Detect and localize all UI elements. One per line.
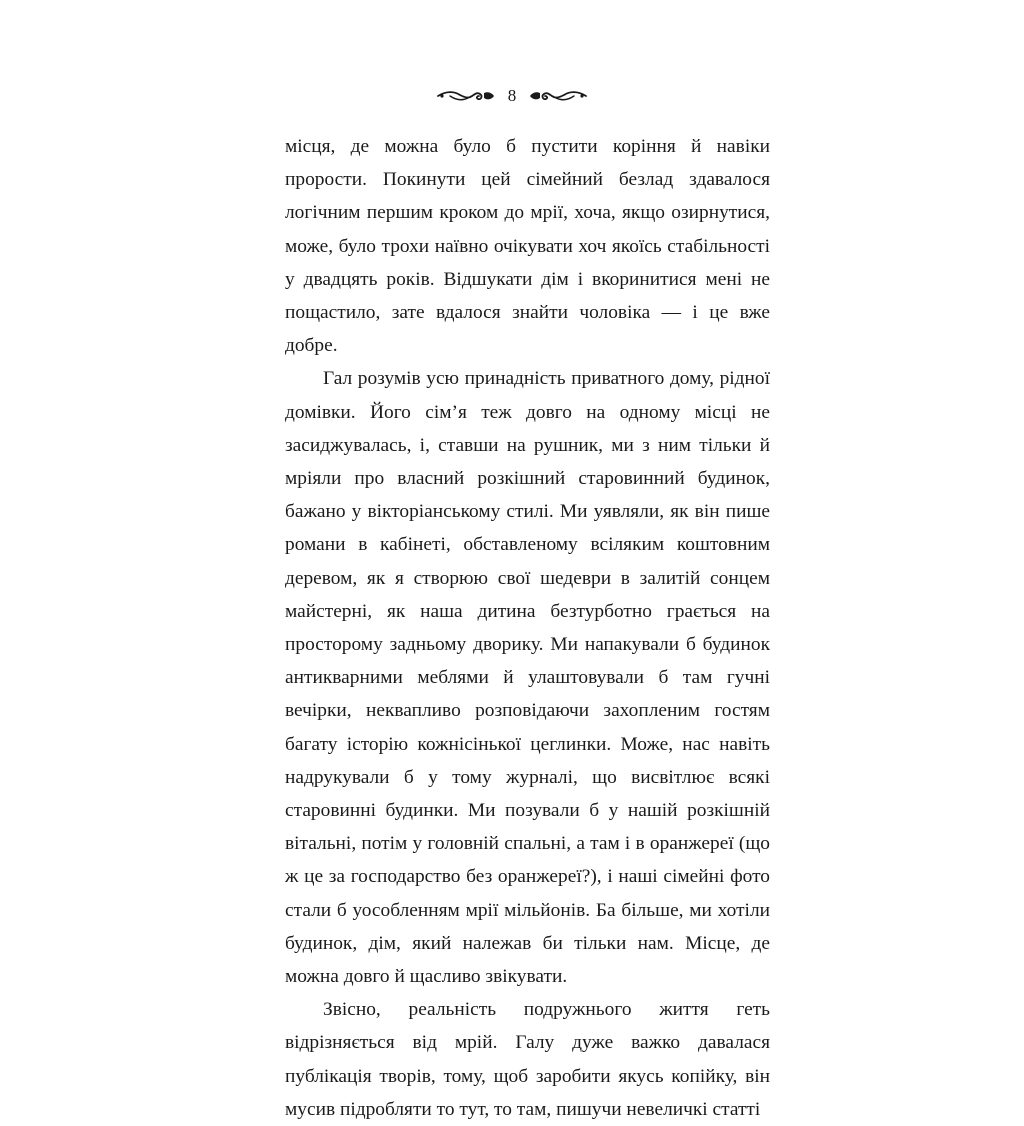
- page-number: 8: [507, 86, 517, 105]
- paragraph-continued: місця, де можна було б пустити коріння й навіки прорости. Покинути цей сімейний безлад здавалося логічним першим кроком до мрії, хоча, якщо озирнутися, може, було трохи наївно очікувати хоч якоїсь стабільності у двадцять років. Відшукати дім і вкоринитися мені не пощастило, зате вдалося знайти чоловіка — і це вже добре.: [285, 136, 770, 357]
- running-head: [0, 84, 1024, 108]
- paragraph: Звісно, реальність подружнього життя геть відрізняється від мрій. Галу дуже важко давалася публікація творів, тому, щоб заробити якусь копійку, він мусив підробляти то тут, то там, пишучи невеличкі статті: [285, 999, 770, 1120]
- paragraph: Гал розумів усю принадність приватного дому, рідної домівки. Його сім’я теж довго на одному місці не засиджувалась, і, ставши на рушник, ми з ним тільки й мріяли про власний розкішний старовинний будинок, бажано у вікторіанському стилі. Ми уявляли, як він пише романи в кабінеті, обставленому всіляким коштовним деревом, як я створюю свої шедеври в залитій сонцем майстерні, як наша дитина безтурботно грається на просторому задньому дворику. Ми напакували б будинок антикварними меблями й улаштовували б там гучні вечірки, неквапливо розповідаючи захопленим гостям багату історію кожнісінької цеглинки. Може, нас навіть надрукували б у тому журналі, що висвітлює всякі старовинні будинки. Ми позували б у нашій розкішній вітальні, потім у головній спальні, а там і в оранжереї (що ж це за господарство без оранжереї?), і наші сімейні фото стали б уособленням мрії мільйонів. Ба більше, ми хотіли будинок, дім, який належав би тільки нам. Місце, де можна довго й щасливо звікувати.: [285, 368, 770, 988]
- flourish-left-icon: [436, 88, 496, 104]
- flourish-right-icon: [528, 88, 588, 104]
- body-text: [285, 130, 770, 1126]
